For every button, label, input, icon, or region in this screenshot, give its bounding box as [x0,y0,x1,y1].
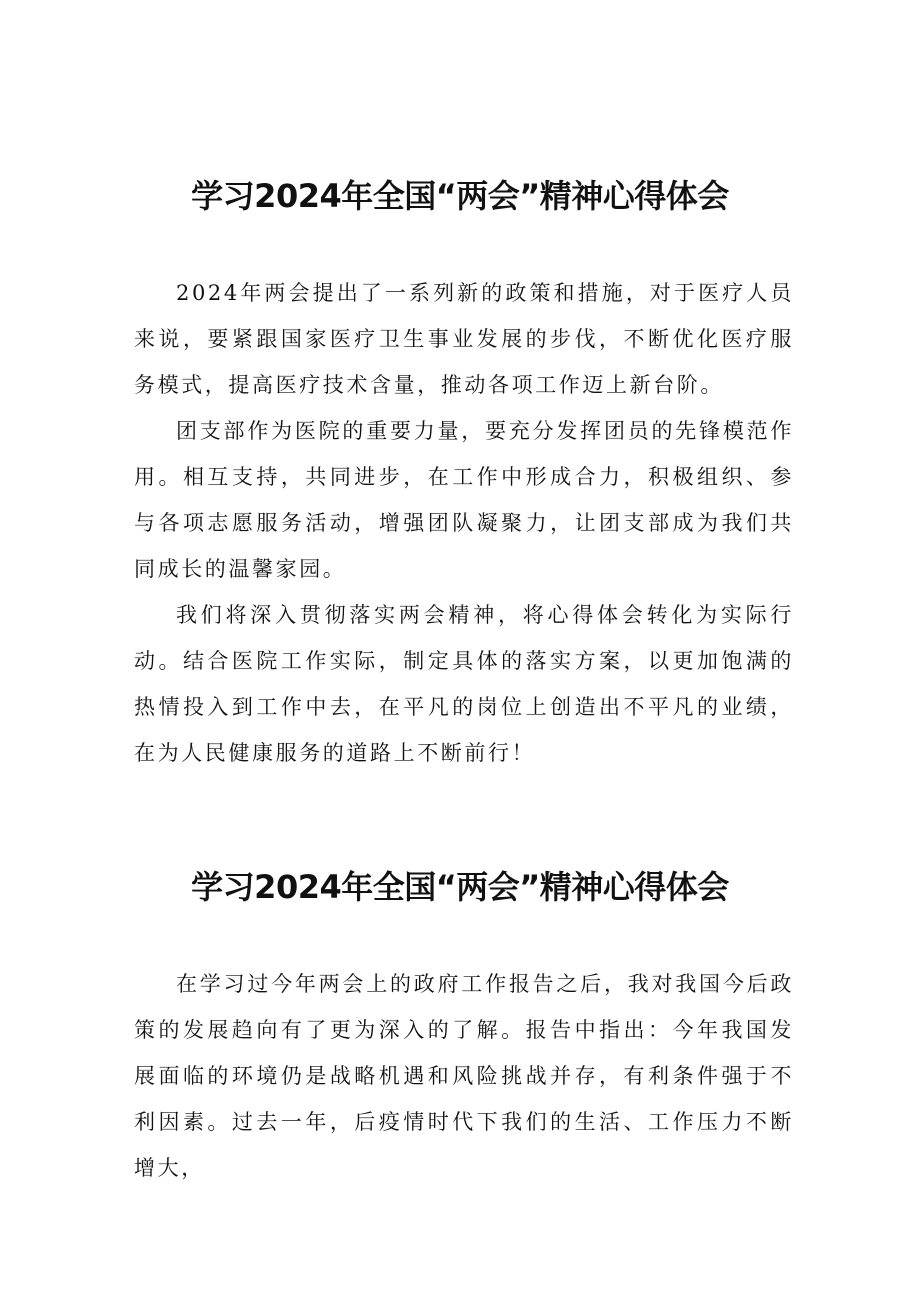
section-1-paragraph-2: 团支部作为医院的重要力量，要充分发挥团员的先锋模范作用。相互支持，共同进步，在工作中形成合力，积极组织、参与各项志愿服务活动，增强团队凝聚力，让团支部成为我们共同成长的温馨家园。 [134,419,794,581]
section-2-paragraph-1: 在学习过今年两会上的政府工作报告之后，我对我国今后政策的发展趋向有了更为深入的了解。报告中指出：今年我国发展面临的环境仍是战略机遇和风险挑战并存，有利条件强于不利因素。过去一年，后疫情时代下我们的生活、工作压力不断增大， [134,972,794,1180]
section-2-title: 学习2024年全国“两会”精神心得体会 [191,868,729,906]
section-1-paragraph-1: 2024年两会提出了一系列新的政策和措施，对于医疗人员来说，要紧跟国家医疗卫生事业发展的步伐，不断优化医疗服务模式，提高医疗技术含量，推动各项工作迈上新台阶。 [134,281,794,397]
section-1-title: 学习2024年全国“两会”精神心得体会 [191,177,729,215]
section-1-paragraph-3: 我们将深入贯彻落实两会精神，将心得体会转化为实际行动。结合医院工作实际，制定具体的落实方案，以更加饱满的热情投入到工作中去，在平凡的岗位上创造出不平凡的业绩，在为人民健康服务的道路上不断前行！ [134,603,794,765]
